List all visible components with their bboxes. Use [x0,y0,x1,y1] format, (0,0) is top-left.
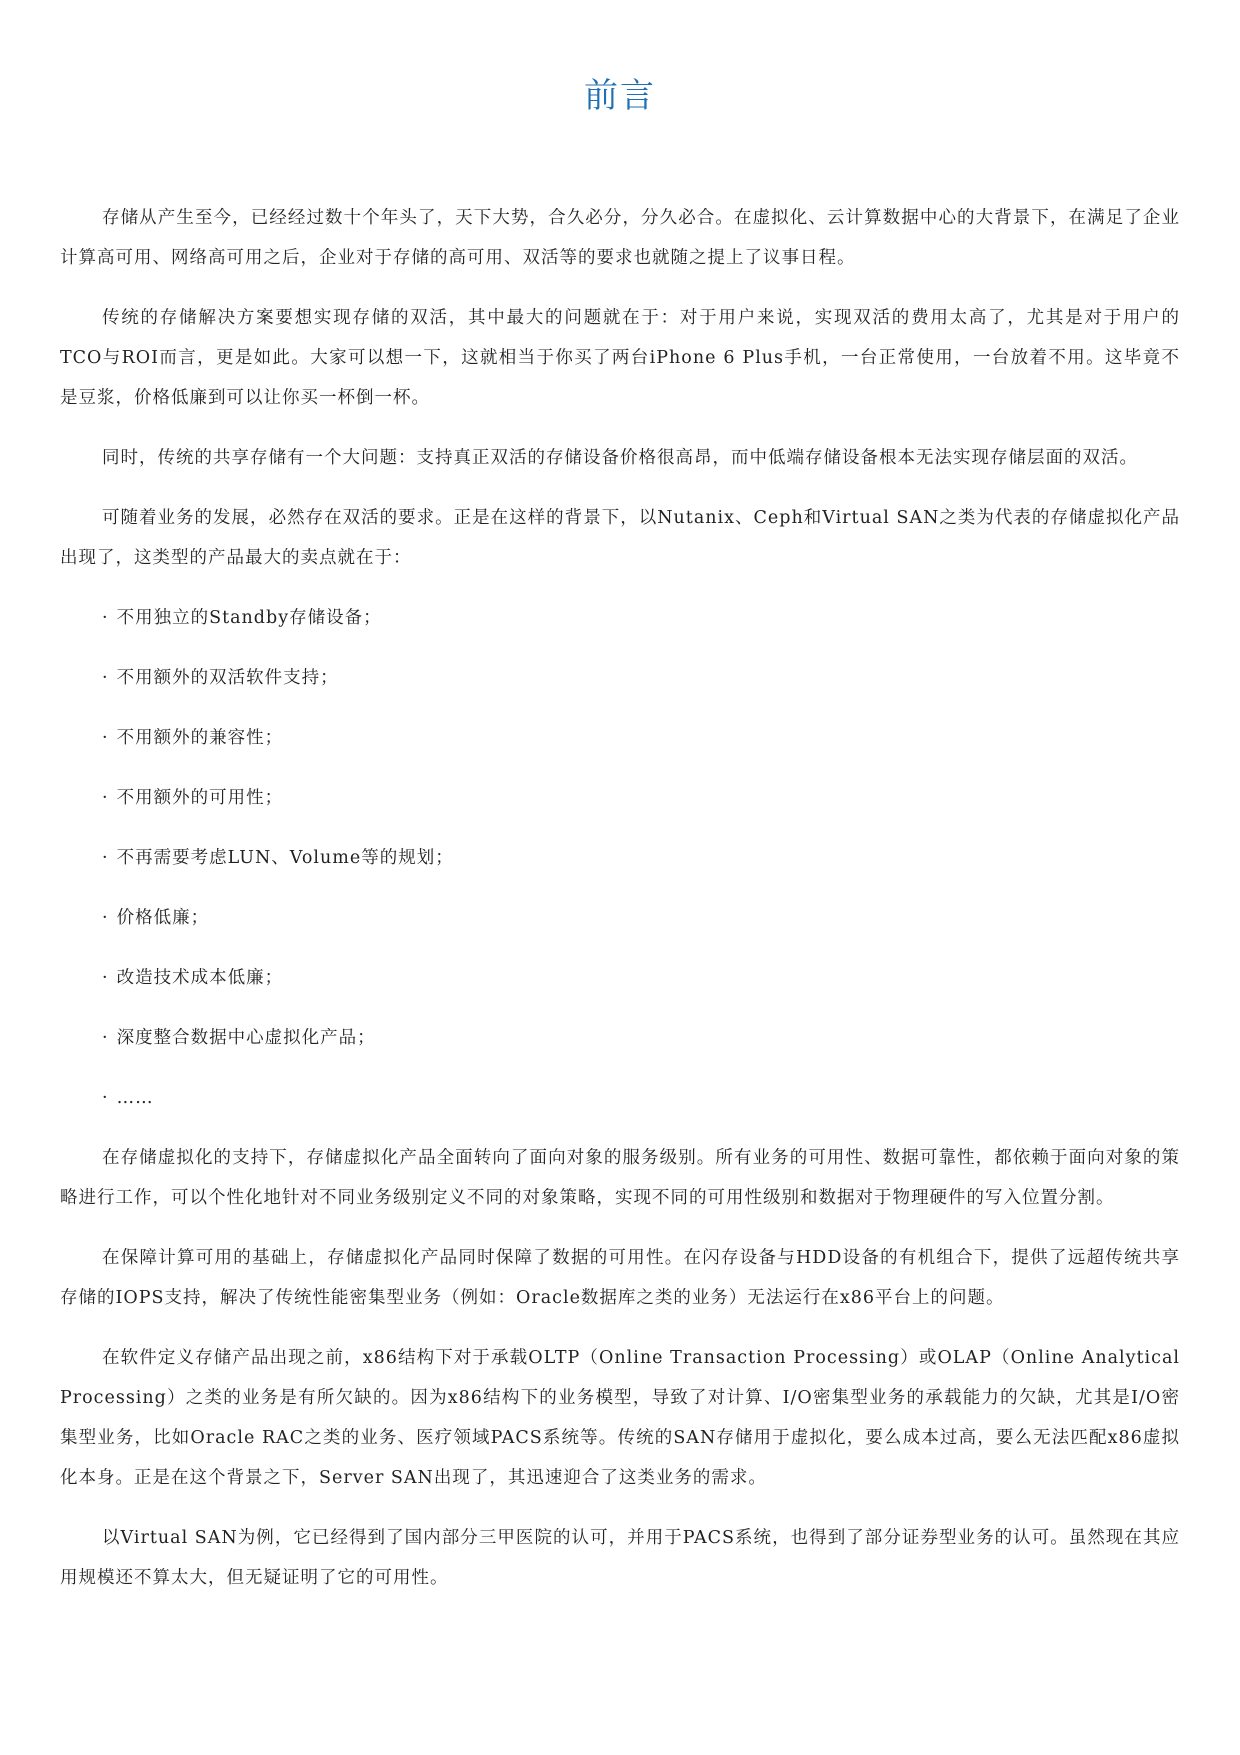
list-item [102,718,1180,758]
paragraph-intro-3: 同时，传统的共享存储有一个大问题：支持真正双活的存储设备价格很高昂，而中低端存储设备根本无法实现存储层面的双活。 [102,448,1138,468]
list-item-text: 改造技术成本低廉； [116,968,284,988]
paragraph-intro-4: 可随着业务的发展，必然存在双活的要求。正是在这样的背景下，以Nutanix、Ceph和Virtual SAN之类为代表的存储虚拟化产品出现了，这类型的产品最大的卖点就在于： [60,508,1180,568]
bullet-mark: · [102,1028,109,1048]
list-item [102,598,1180,638]
paragraph-intro-1: 存储从产生至今，已经经过数十个年头了，天下大势，合久必分，分久必合。在虚拟化、云计算数据中心的大背景下，在满足了企业计算高可用、网络高可用之后，企业对于存储的高可用、双活等的要求也就随之提上了议事日程。 [60,208,1180,268]
list-item-text: 不用独立的Standby存储设备； [116,608,382,628]
paragraph-outro-3: 在软件定义存储产品出现之前，x86结构下对于承载OLTP（Online Transaction Processing）或OLAP（Online Analytical Processing）之类的业务是有所欠缺的。因为x86结构下的业务模型，导致了对计算、I/O密集型业务的承载能力的欠缺，尤其是I/O密集型业务，比如Oracle RAC之类的业务、医疗领域PACS系统等。传统的SAN存储用于虚拟化，要么成本过高，要么无法匹配x86虚拟化本身。正是在这个背景之下，Server SAN出现了，其迅速迎合了这类业务的需求。 [60,1348,1180,1488]
list-item-text: …… [116,1088,154,1108]
paragraph-intro-2: 传统的存储解决方案要想实现存储的双活，其中最大的问题就在于：对于用户来说，实现双活的费用太高了，尤其是对于用户的TCO与ROI而言，更是如此。大家可以想一下，这就相当于你买了两台iPhone 6 Plus手机，一台正常使用，一台放着不用。这毕竟不是豆浆，价格低廉到可以让你买一杯倒一杯。 [60,308,1180,408]
list-item-text: 不用额外的兼容性； [116,728,284,748]
feature-list [60,598,1180,1118]
page-title: 前言 [584,76,656,116]
bullet-mark: · [102,968,109,988]
list-item-text: 不用额外的可用性； [116,788,284,808]
list-item [102,1078,1180,1118]
list-item [102,1018,1180,1058]
bullet-mark: · [102,1088,109,1108]
list-item-text: 深度整合数据中心虚拟化产品； [116,1028,376,1048]
paragraph-outro-2: 在保障计算可用的基础上，存储虚拟化产品同时保障了数据的可用性。在闪存设备与HDD设备的有机组合下，提供了远超传统共享存储的IOPS支持，解决了传统性能密集型业务（例如：Oracle数据库之类的业务）无法运行在x86平台上的问题。 [60,1248,1180,1308]
paragraph-outro-4: 以Virtual SAN为例，它已经得到了国内部分三甲医院的认可，并用于PACS系统，也得到了部分证券型业务的认可。虽然现在其应用规模还不算太大，但无疑证明了它的可用性。 [60,1528,1180,1588]
bullet-mark: · [102,848,109,868]
bullet-mark: · [102,668,109,688]
list-item-text: 价格低廉； [116,908,210,928]
list-item [102,958,1180,998]
bullet-mark: · [102,788,109,808]
bullet-mark: · [102,908,109,928]
list-item [102,778,1180,818]
list-item [102,658,1180,698]
paragraph-outro-1: 在存储虚拟化的支持下，存储虚拟化产品全面转向了面向对象的服务级别。所有业务的可用性、数据可靠性，都依赖于面向对象的策略进行工作，可以个性化地针对不同业务级别定义不同的对象策略，实现不同的可用性级别和数据对于物理硬件的写入位置分割。 [60,1148,1180,1208]
list-item [102,898,1180,938]
bullet-mark: · [102,608,109,628]
list-item-text: 不用额外的双活软件支持； [116,668,339,688]
bullet-mark: · [102,728,109,748]
list-item-text: 不再需要考虑LUN、Volume等的规划； [116,848,454,868]
document-body [60,198,1180,1618]
list-item [102,838,1180,878]
